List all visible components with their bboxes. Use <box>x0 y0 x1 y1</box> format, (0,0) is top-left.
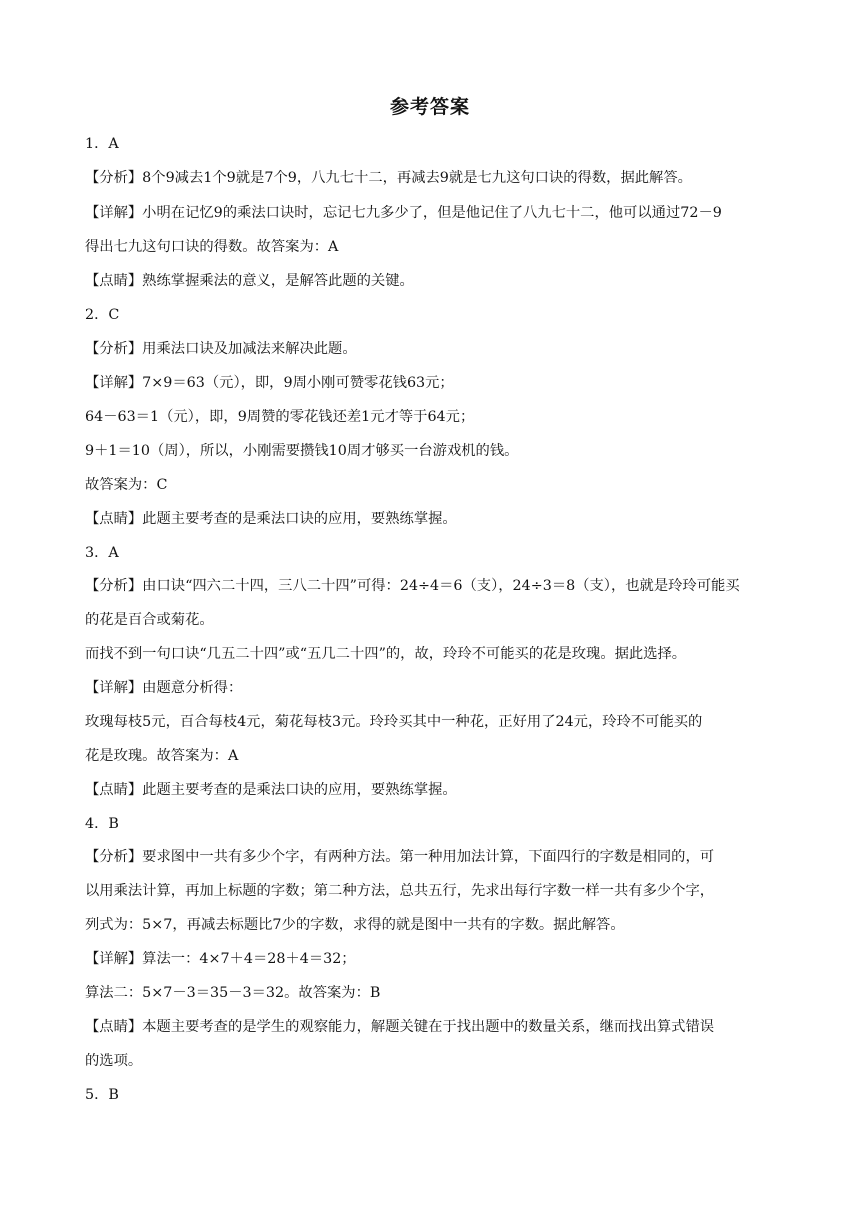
detail-4-line-1: 【详解】算法一：4×7＋4＝28＋4＝32； <box>85 951 356 967</box>
comment-2: 【点睛】此题主要考查的是乘法口诀的应用，要熟练掌握。 <box>85 511 457 527</box>
analysis-1: 【分析】8个9减去1个9就是7个9，八九七十二，再减去9就是七九这句口诀的得数，据此解答。 <box>85 170 692 186</box>
detail-2-line-4: 故答案为：C <box>85 477 168 493</box>
answer-number-3: 3．A <box>85 545 119 561</box>
comment-1: 【点睛】熟练掌握乘法的意义，是解答此题的关键。 <box>85 273 414 289</box>
comment-4-line-1: 【点睛】本题主要考查的是学生的观察能力，解题关键在于找出题中的数量关系，继而找出算式错误 <box>85 1019 715 1035</box>
answer-number-5: 5．B <box>85 1087 119 1103</box>
analysis-4-line-3: 列式为：5×7，再减去标题比7少的字数，求得的就是图中一共有的字数。据此解答。 <box>85 917 625 933</box>
detail-3-line-1: 【详解】由题意分析得： <box>85 680 243 696</box>
analysis-2: 【分析】用乘法口诀及加减法来解决此题。 <box>85 341 357 357</box>
page-title: 参考答案 <box>389 96 470 118</box>
answer-number-1: 1．A <box>85 136 119 152</box>
detail-3-line-3: 花是玫瑰。故答案为：A <box>85 748 239 764</box>
detail-2-line-2: 64－63＝1（元），即，9周赞的零花钱还差1元才等于64元； <box>85 409 475 425</box>
analysis-4-line-2: 以用乘法计算，再加上标题的字数；第二种方法，总共五行，先求出每行字数一样一共有多少个字， <box>85 883 715 899</box>
detail-4-line-2: 算法二：5×7－3＝35－3＝32。故答案为：B <box>85 985 381 1001</box>
detail-1-line-1: 【详解】小明在记忆9的乘法口诀时，忘记七九多少了，但是他记住了八九七十二，他可以通过72－9 <box>85 205 722 221</box>
detail-2-line-1: 【详解】7×9＝63（元），即，9周小刚可赞零花钱63元； <box>85 375 454 391</box>
detail-2-line-3: 9＋1＝10（周），所以，小刚需要攒钱10周才够买一台游戏机的钱。 <box>85 443 519 459</box>
analysis-3-line-3: 而找不到一句口诀“几五二十四”或“五几二十四”的，故，玲玲不可能买的花是玫瑰。据此选择。 <box>85 646 687 662</box>
detail-1-line-2: 得出七九这句口诀的得数。故答案为：A <box>85 239 339 255</box>
analysis-3-line-1: 【分析】由口诀“四六二十四，三八二十四”可得：24÷4＝6（支），24÷3＝8（支），也就是玲玲可能买 <box>85 578 740 594</box>
comment-4-line-2: 的选项。 <box>85 1053 143 1069</box>
answer-number-4: 4．B <box>85 816 119 832</box>
answer-number-2: 2．C <box>85 307 120 323</box>
analysis-3-line-2: 的花是百合或菊花。 <box>85 612 214 628</box>
detail-3-line-2: 玫瑰每枝5元，百合每枝4元，菊花每枝3元。玲玲买其中一种花，正好用了24元，玲玲不可能买的 <box>85 714 703 730</box>
analysis-4-line-1: 【分析】要求图中一共有多少个字，有两种方法。第一种用加法计算，下面四行的字数是相同的，可 <box>85 849 715 865</box>
comment-3: 【点睛】此题主要考查的是乘法口诀的应用，要熟练掌握。 <box>85 782 457 798</box>
